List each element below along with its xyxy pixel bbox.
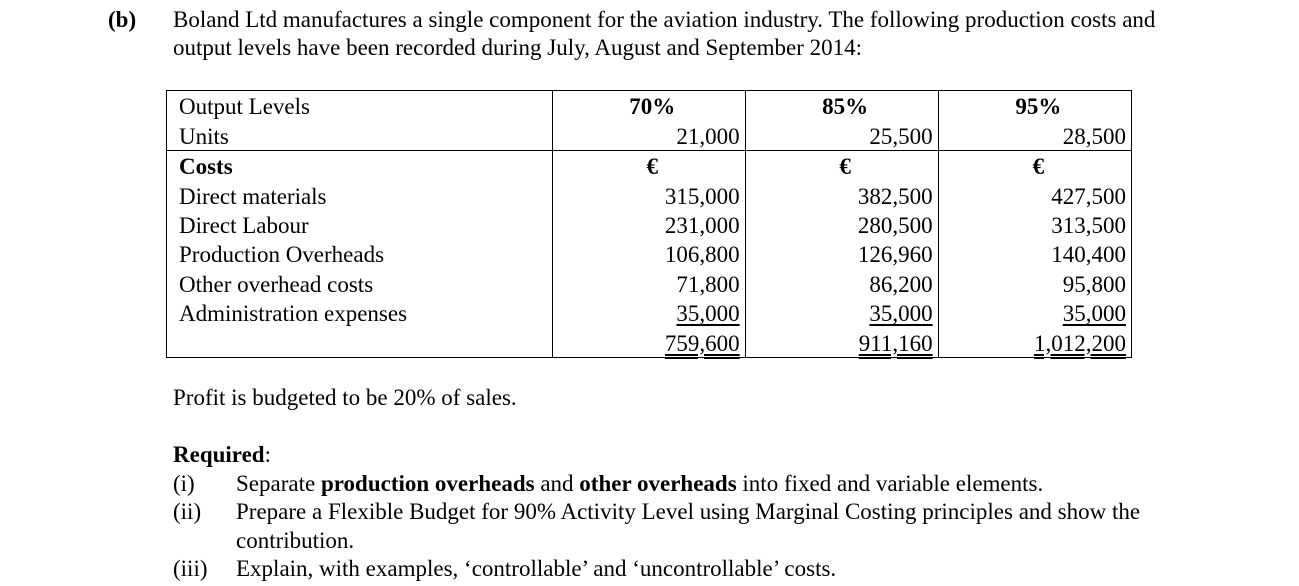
cell-value: 126,960 (745, 239, 938, 268)
row-label: Production Overheads (167, 239, 553, 268)
cell-value: 140,400 (938, 239, 1131, 268)
row-label: Direct materials (167, 180, 553, 209)
currency-85: € (745, 150, 938, 180)
currency-95: € (938, 150, 1131, 180)
cell-value: 35,000 (938, 298, 1131, 327)
item-text: Separate production overheads and other overheads into fixed and variable elements. (236, 470, 1044, 496)
level-95-header: 95% (938, 91, 1131, 121)
level-85-header: 85% (745, 91, 938, 121)
total-85: 911,160 (745, 327, 938, 357)
cell-value: 106,800 (552, 239, 745, 268)
header-label: Output Levels (167, 91, 553, 121)
header-row (167, 91, 1132, 121)
table-row (167, 210, 1132, 239)
item-number: (iii) (173, 556, 208, 581)
units-row (167, 120, 1132, 150)
required-heading: Required: (173, 442, 271, 467)
cell-value: 71,800 (552, 268, 745, 297)
item-number: (i) (173, 470, 195, 496)
units-95: 28,500 (938, 120, 1131, 150)
table-row (167, 268, 1132, 297)
table-row (167, 180, 1132, 209)
cell-value: 382,500 (745, 180, 938, 209)
total-70: 759,600 (552, 327, 745, 357)
units-85: 25,500 (745, 120, 938, 150)
units-label: Units (167, 120, 553, 150)
level-70-header: 70% (552, 91, 745, 121)
cell-value: 95,800 (938, 268, 1131, 297)
totals-row (167, 327, 1132, 357)
row-label: Direct Labour (167, 210, 553, 239)
units-70: 21,000 (552, 120, 745, 150)
currency-70: € (552, 150, 745, 180)
intro-line-2: output levels have been recorded during July, August and September 2014: (173, 35, 862, 60)
required-item-i (173, 470, 1044, 499)
required-item-iii (173, 555, 837, 584)
item-text: Explain, with examples, ‘controllable’ and ‘uncontrollable’ costs. (236, 556, 837, 581)
cell-value: 35,000 (552, 298, 745, 327)
profit-note: Profit is budgeted to be 20% of sales. (173, 385, 517, 410)
required-item-ii-continued (173, 527, 355, 556)
cell-value: 427,500 (938, 180, 1131, 209)
part-label: (b) (108, 7, 137, 32)
required-section (173, 441, 1141, 584)
row-label: Other overhead costs (167, 268, 553, 297)
item-number: (ii) (173, 499, 202, 524)
costs-label: Costs (167, 150, 553, 180)
item-text: contribution. (236, 527, 355, 553)
item-text: Prepare a Flexible Budget for 90% Activity Level using Marginal Costing principles and show the (236, 499, 1141, 524)
total-95: 1,012,200 (938, 327, 1131, 357)
cell-value: 280,500 (745, 210, 938, 239)
row-label: Administration expenses (167, 298, 553, 327)
totals-label (167, 327, 553, 357)
table-row (167, 239, 1132, 268)
cost-table (166, 90, 1132, 358)
table-row (167, 298, 1132, 327)
cell-value: 315,000 (552, 180, 745, 209)
cell-value: 231,000 (552, 210, 745, 239)
cell-value: 35,000 (745, 298, 938, 327)
costs-header-row (167, 150, 1132, 180)
cell-value: 86,200 (745, 268, 938, 297)
required-item-ii (173, 498, 1141, 527)
cell-value: 313,500 (938, 210, 1131, 239)
intro-line-1: Boland Ltd manufactures a single component for the aviation industry. The following production costs and (173, 7, 1156, 32)
intro-paragraph (173, 6, 1283, 62)
